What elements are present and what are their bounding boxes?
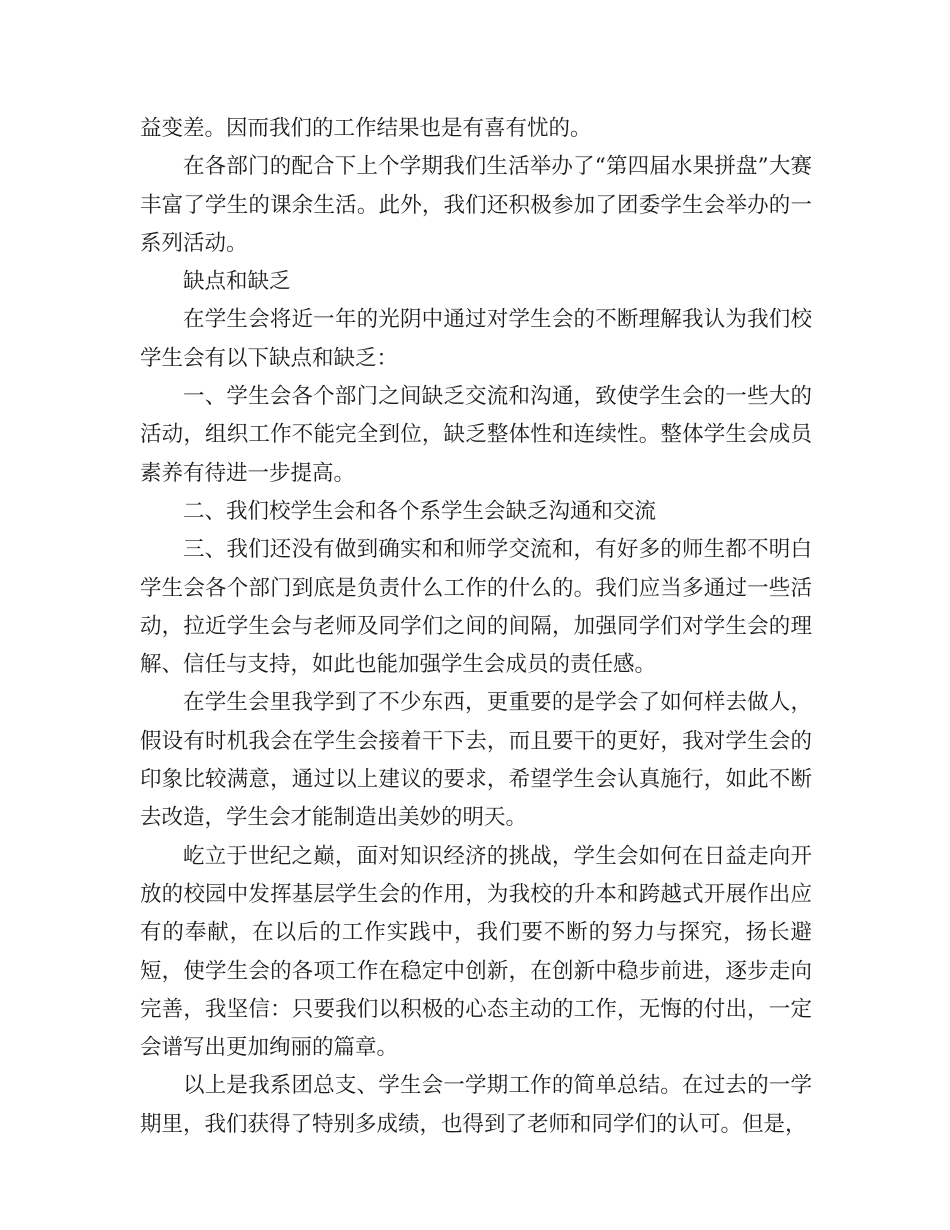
paragraph-9: 屹立于世纪之巅，面对知识经济的挑战，学生会如何在日益走向开放的校园中发挥基层学生会的作用，为我校的升本和跨越式开展作出应有的奉献，在以后的工作实践中，我们要不断的努力与探究，扬长避短，使学生会的各项工作在稳定中创新，在创新中稳步前进，逐步走向完善，我坚信：只要我们以积极的心态主动的工作，无悔的付出，一定会谱写出更加绚丽的篇章。 xyxy=(140,843,812,1061)
list-item-3: 三、我们还没有做到确实和和师学交流和，有好多的师生都不明白学生会各个部门到底是负责什么工作的什么的。我们应当多通过一些活动，拉近学生会与老师及同学们之间的间隔，加强同学们对学生会的理解、信任与支持，如此也能加强学生会成员的责任感。 xyxy=(140,537,812,678)
paragraph-4: 在学生会将近一年的光阴中通过对学生会的不断理解我认为我们校学生会有以下缺点和缺乏： xyxy=(140,307,812,371)
list-item-1: 一、学生会各个部门之间缺乏交流和沟通，致使学生会的一些大的活动，组织工作不能完全到位，缺乏整体性和连续性。整体学生会成员素养有待进一步提高。 xyxy=(140,384,812,486)
list-item-2: 二、我们校学生会和各个系学生会缺乏沟通和交流 xyxy=(183,498,657,524)
paragraph-8: 在学生会里我学到了不少东西，更重要的是学会了如何样去做人，假设有时机我会在学生会接着干下去，而且要干的更好，我对学生会的印象比较满意，通过以上建议的要求，希望学生会认真施行，如此不断去改造，学生会才能制造出美妙的明天。 xyxy=(140,690,812,831)
document-body xyxy=(140,110,812,1144)
paragraph-10: 以上是我系团总支、学生会一学期工作的简单总结。在过去的一学期里，我们获得了特别多成绩，也得到了老师和同学们的认可。但是， xyxy=(140,1073,812,1137)
paragraph-1: 益变差。因而我们的工作结果也是有喜有忧的。 xyxy=(140,116,592,141)
paragraph-2: 在各部门的配合下上个学期我们生活举办了“第四届水果拼盘”大赛丰富了学生的课余生活。此外，我们还积极参加了团委学生会举办的一系列活动。 xyxy=(140,154,812,256)
section-heading-shortcomings: 缺点和缺乏 xyxy=(183,269,291,295)
